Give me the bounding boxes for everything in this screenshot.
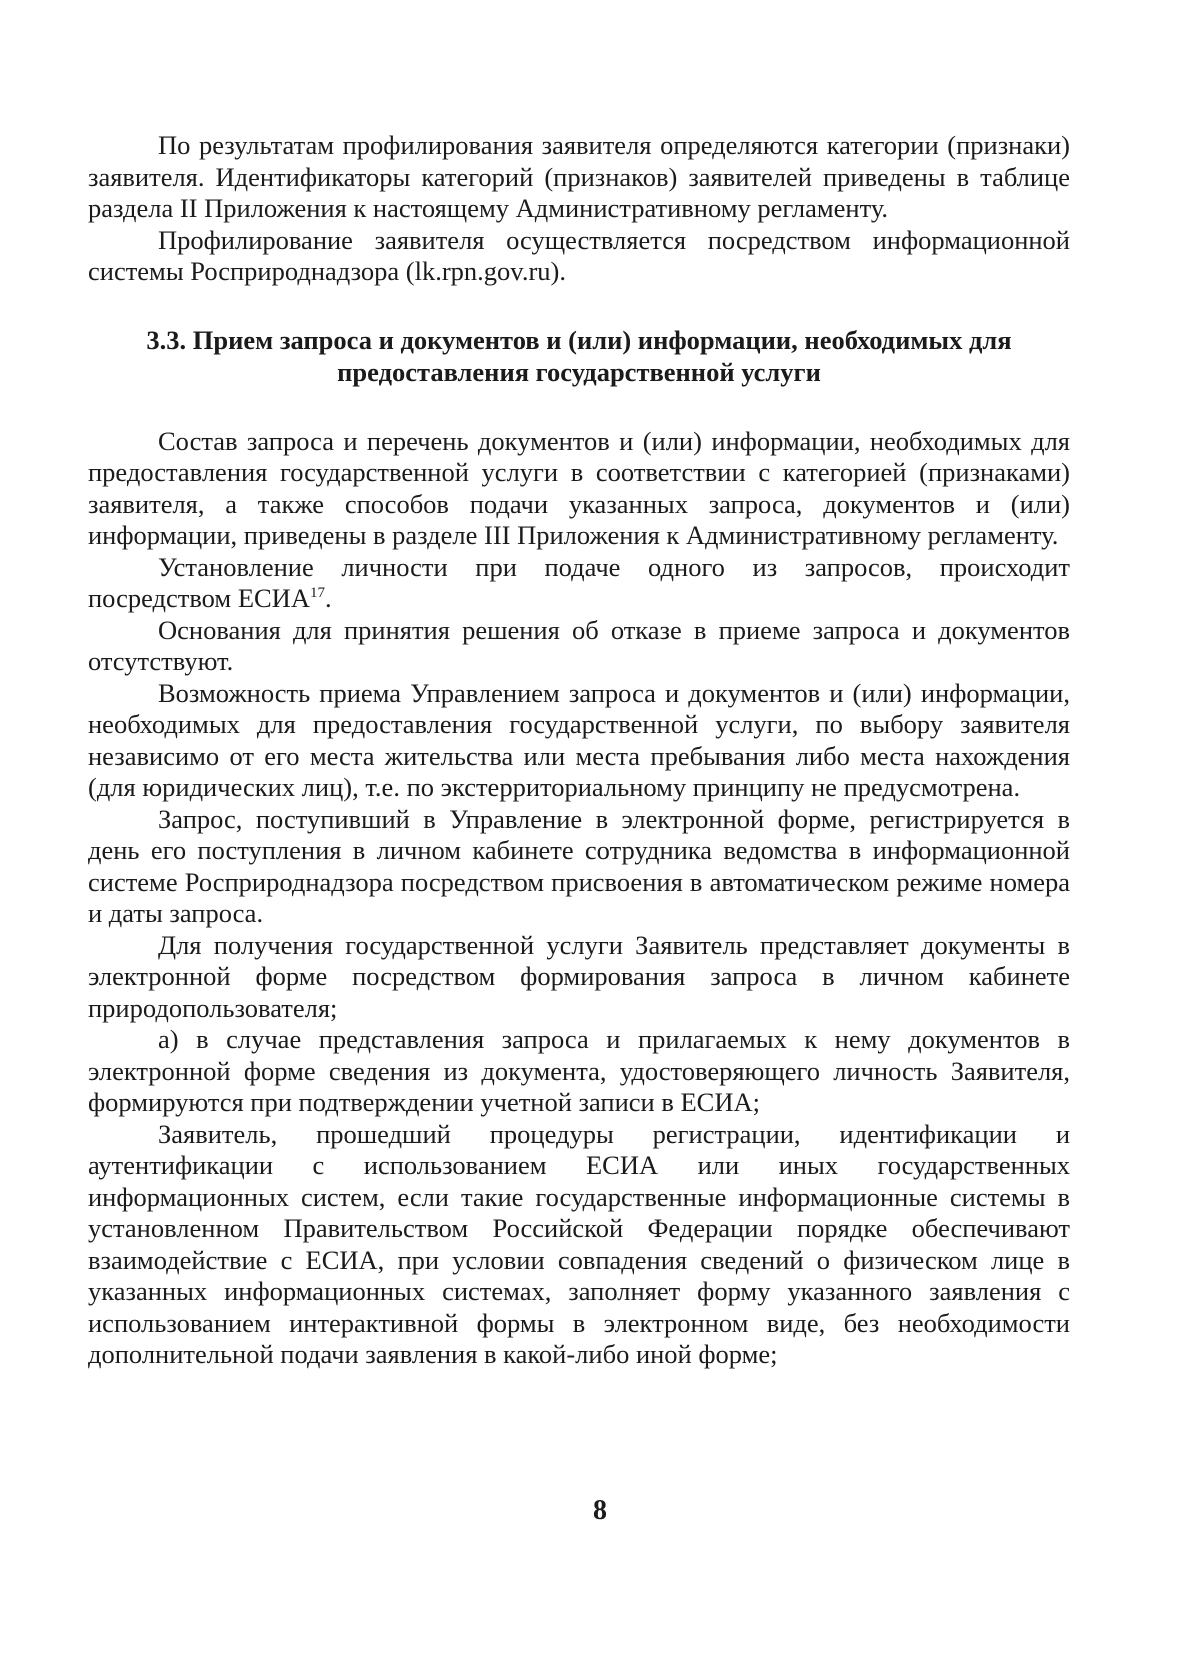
section-heading: 3.3. Прием запроса и документов и (или) информации, необходимых для предоставления государственной услуги bbox=[146, 324, 1012, 387]
paragraph-identity-verification bbox=[88, 552, 1070, 615]
paragraph-text: Установление личности при подаче одного из запросов, происходит посредством ЕСИА bbox=[88, 551, 1070, 613]
paragraph-profiling-system: Профилирование заявителя осуществляется посредством информационной системы Росприроднадзора (lk.rpn.gov.ru). bbox=[88, 224, 1070, 286]
paragraph-profiling-categories: По результатам профилирования заявителя определяются категории (признаки) заявителя. Идентификаторы категорий (признаков) заявителей приведены в таблице раздела II Приложения к настоящему Административному регламенту. bbox=[88, 130, 1070, 223]
document-body bbox=[88, 130, 1070, 1371]
paragraph-item-a: а) в случае представления запроса и прилагаемых к нему документов в электронной форме сведения из документа, удостоверяющего личность Заявителя, формируются при подтверждении учетной записи в ЕСИА; bbox=[88, 1024, 1070, 1117]
paragraph-extraterritorial: Возможность приема Управлением запроса и документов и (или) информации, необходимых для предоставления государственной услуги, по выбору заявителя независимо от его места жительства или места пребывания либо места нахождения (для юридических лиц), т.е. по экстерриториальному принципу не предусмотрена. bbox=[88, 677, 1070, 802]
paragraph-registration: Запрос, поступивший в Управление в электронной форме, регистрируется в день его поступления в личном кабинете сотрудника ведомства в информационной системе Росприроднадзора посредством присвоения в автоматическом режиме номера и даты запроса. bbox=[88, 803, 1070, 928]
paragraph-request-composition: Состав запроса и перечень документов и (или) информации, необходимых для предоставления государственной услуги в соответствии с категорией (признаками) заявителя, а также способов подачи указанных запроса, документов и (или) информации, приведены в разделе III Приложения к Административному регламенту. bbox=[88, 425, 1070, 550]
footnote-reference: 17 bbox=[309, 585, 325, 602]
spacer bbox=[88, 388, 1070, 426]
paragraph-refusal-grounds: Основания для принятия решения об отказе в приеме запроса и документов отсутствуют. bbox=[88, 614, 1070, 676]
paragraph-punctuation: . bbox=[324, 583, 332, 613]
spacer bbox=[88, 288, 1070, 324]
paragraph-electronic-submission: Для получения государственной услуги Заявитель представляет документы в электронной форме посредством формирования запроса в личном кабинете природопользователя; bbox=[88, 929, 1070, 1023]
paragraph-esia-applicant: Заявитель, прошедший процедуры регистрации, идентификации и аутентификации с использованием ЕСИА или иных государственных информационных систем, если такие государственные информационные системы в установленном Правительством Российской Федерации порядке обеспечивают взаимодействие с ЕСИА, при условии совпадения сведений о физическом лице в указанных информационных системах, заполняет форму указанного заявления с использованием интерактивной формы в электронном виде, без необходимости дополнительной подачи заявления в какой-либо иной форме; bbox=[88, 1118, 1070, 1369]
page-number: 8 bbox=[593, 1495, 607, 1526]
